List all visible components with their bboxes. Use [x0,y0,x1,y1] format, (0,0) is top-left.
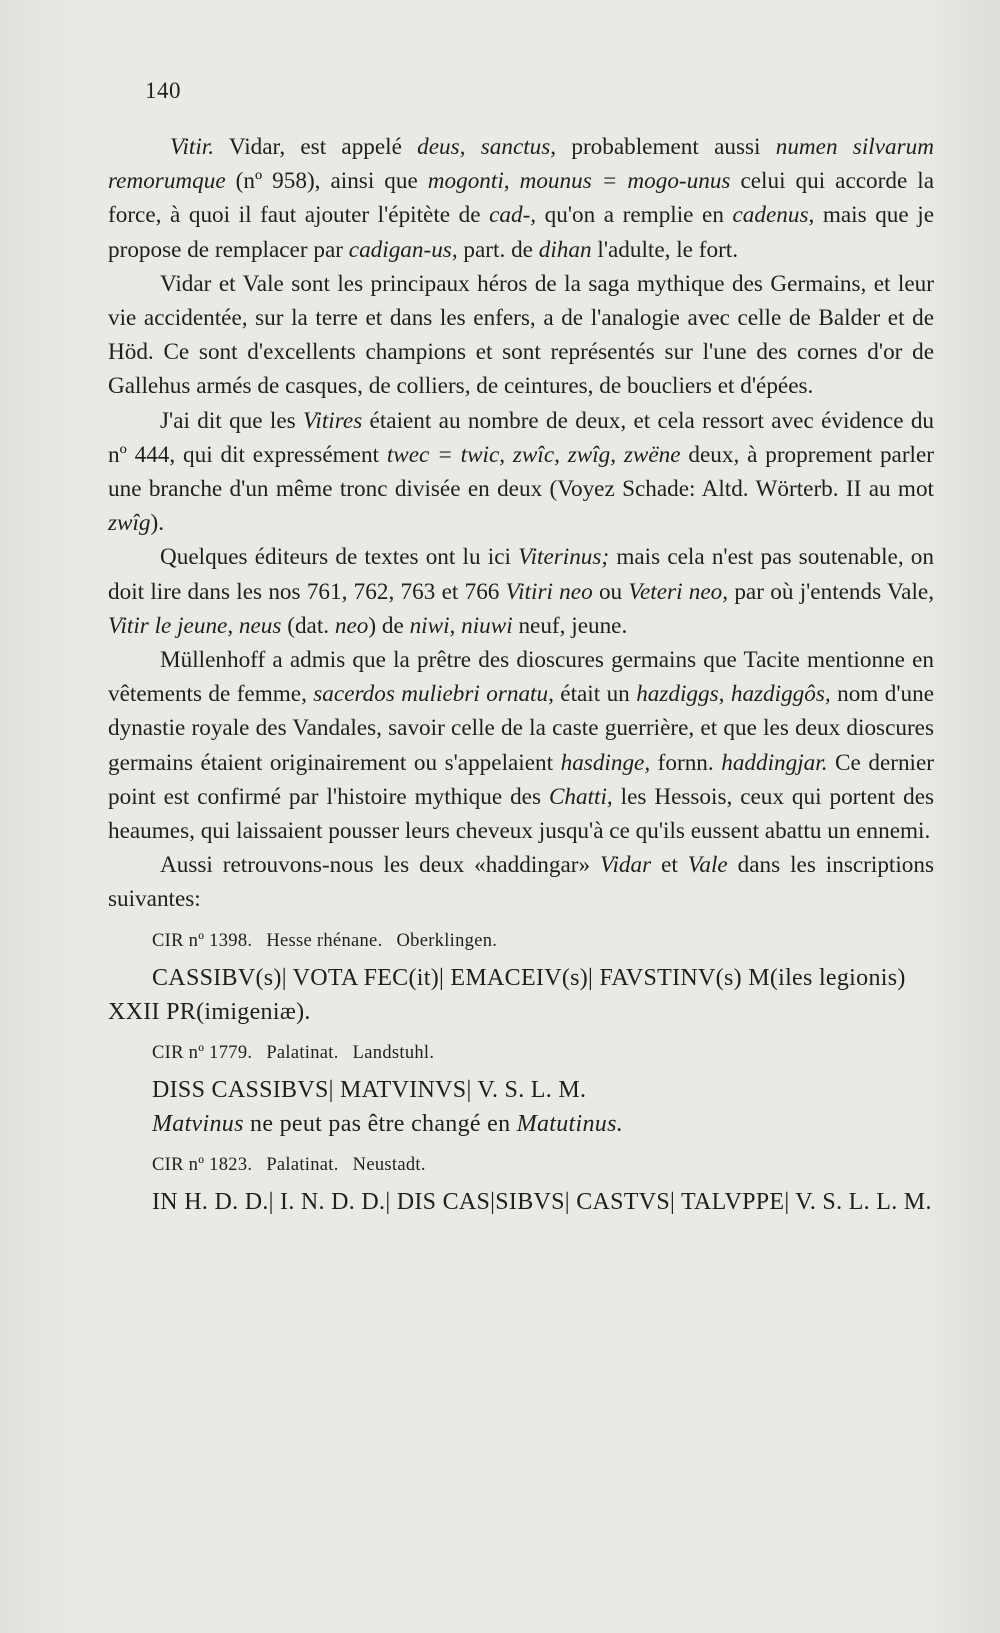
headword: Vitir. [170,134,215,160]
inscription-reference: CIR nº 1779. Palatinat. Landstuhl. [152,1042,435,1063]
paragraph-vitires: J'ai dit que les Vitires étaient au nombre de deux, et cela ressort avec évidence du nº 444, qui dit expressément twec = twic, zwîc, zwîg, zwëne deux, à proprement parler une branche d'un même tronc divisée en deux (Voyez Schade: Altd. Wörterb. II au mot zwîg). [108,407,935,537]
inscription-text: IN H. D. D.| I. N. D. D.| DIS CAS|SIBVS| CASTVS| TALVPPE| V. S. L. L. M. [152,1188,932,1215]
paragraph-haddingar: Aussi retrouvons-nous les deux «haddingar» Vidar et Vale dans les inscriptions suivantes: [108,852,935,913]
paragraph-vidar-vale: Vidar et Vale sont les principaux héros de la saga mythique des Germains, et leur vie accidentée, sur la terre et dans les enfers, a de l'analogie avec celle de Balder et de Höd. Ce sont d'excellents champions et sont représentés sur l'une des cornes d'or de Gallehus armés de casques, de colliers, de ceintures, de boucliers et d'épées. [108,270,934,400]
inscription-note: Matvinus ne peut pas être changé en Matutinus. [152,1110,624,1137]
inscription-reference: CIR nº 1398. Hesse rhénane. Oberklingen. [152,930,498,951]
inscription-text: DISS CASSIBVS| MATVINVS| V. S. L. M. [152,1076,587,1103]
body-text [108,130,934,1219]
paragraph-vitir: Vitir. Vidar, est appelé deus, sanctus, probablement aussi numen silvarum remorumque (nº 958), ainsi que mogonti, mounus = mogo-unus celui qui accorde la force, à quoi il faut ajouter l'épitète de cad-, qu'on a remplie en cadenus, mais que je propose de remplacer par cadigan-us, part. de dihan l'adulte, le fort. [108,134,934,263]
inscription-reference: CIR nº 1823. Palatinat. Neustadt. [152,1154,426,1175]
inscription-text: CASSIBV(s)| VOTA FEC(it)| EMACEIV(s)| FAVSTINV(s) M(iles legionis) XXII PR(imigeniæ). [108,964,906,1025]
paragraph-editeurs: Quelques éditeurs de textes ont lu ici Viterinus; mais cela n'est pas soutenable, on doit lire dans les nos 761, 762, 763 et 766 Vitiri neo ou Veteri neo, par où j'entends Vale, Vitir le jeune, neus (dat. neo) de niwi, niuwi neuf, jeune. [108,544,934,639]
page-number: 140 [145,78,181,103]
paragraph-mullenhoff: Müllenhoff a admis que la prêtre des dioscures germains que Tacite mentionne en vêtements de femme, sacerdos muliebri ornatu, était un hazdiggs, hazdiggôs, nom d'une dynastie royale des Vandales, savoir celle de la caste guerrière, et que les deux dioscures germains étaient originairement ou s'appelaient hasdinge, fornn. haddingjar. Ce dernier point est confirmé par l'histoire mythique des Chatti, les Hessois, ceux qui portent des heaumes, qui laissaient pousser leurs cheveux jusqu'à ce qu'ils eussent abattu un ennemi. [108,647,935,845]
